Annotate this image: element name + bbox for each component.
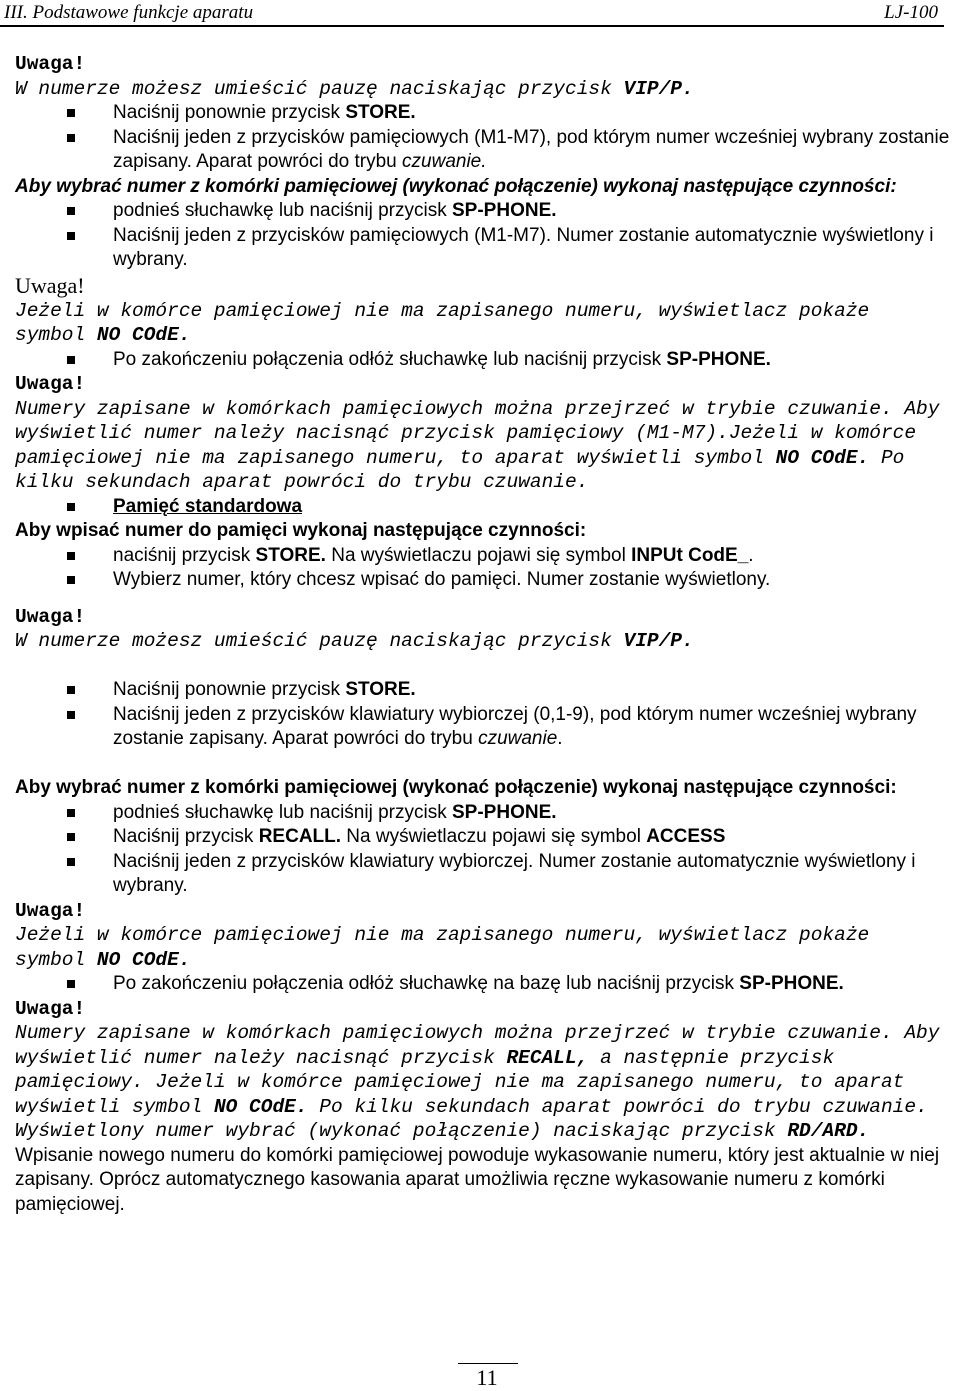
list-item: naciśnij przycisk STORE. Na wyświetlaczu pojawi się symbol INPUt CodE_.	[15, 544, 950, 569]
paragraph: Wpisanie nowego numeru do komórki pamięciowej powoduje wykasowanie numeru, który jest aktualnie w niej zapisany. Oprócz automatycznego kasowania aparat umożliwia ręczne wykasowanie numeru z komórki pamięciowej.	[15, 1144, 940, 1215]
note-heading: Uwaga!	[15, 272, 85, 298]
note-heading: Uwaga!	[15, 899, 86, 922]
square-bullet-icon	[67, 134, 75, 142]
note-heading: Uwaga!	[15, 605, 86, 628]
square-bullet-icon	[67, 711, 75, 719]
square-bullet-icon	[67, 232, 75, 240]
list-item: Po zakończeniu połączenia odłóż słuchawkę na bazę lub naciśnij przycisk SP-PHONE.	[15, 972, 950, 997]
note-heading: Uwaga!	[15, 373, 86, 395]
list-item: Naciśnij jeden z przycisków pamięciowych (M1-M7). Numer zostanie automatycznie wyświetlony i wybrany.	[15, 224, 950, 273]
note-heading: Uwaga!	[15, 53, 86, 75]
square-bullet-icon	[67, 552, 75, 560]
section-heading: Aby wybrać numer z komórki pamięciowej (wykonać połączenie) wykonaj następujące czynności:	[15, 175, 897, 197]
list-item: Naciśnij jeden z przycisków klawiatury wybiorczej. Numer zostanie automatycznie wyświetlony i wybrany.	[15, 850, 950, 899]
list-item: Naciśnij jeden z przycisków pamięciowych (M1-M7), pod którym numer wcześniej wybrany zostanie zapisany. Aparat powróci do trybu czuwanie.	[15, 126, 950, 175]
square-bullet-icon	[67, 207, 75, 215]
square-bullet-icon	[67, 109, 75, 117]
note-text: Jeżeli w komórce pamięciowej nie ma zapisanego numeru, wyświetlacz pokaże symbol NO COdE.	[15, 924, 870, 971]
square-bullet-icon	[67, 356, 75, 364]
page-header	[0, 0, 944, 24]
list-item: podnieś słuchawkę lub naciśnij przycisk SP-PHONE.	[15, 801, 950, 826]
note-text: Numery zapisane w komórkach pamięciowych można przejrzeć w trybie czuwanie. Aby wyświetlić numer należy nacisnąć przycisk RECALL, a następnie przycisk pamięciowy. Jeżeli w komórce pamięciowej nie ma zapisanego numeru, to aparat wyświetli symbol NO COdE. Po kilku sekundach aparat powróci do trybu czuwanie. Wyświetlony numer wybrać (wykonać połączenie) naciskając przycisk RD/ARD.	[15, 1022, 940, 1142]
list-item: Naciśnij ponownie przycisk STORE.	[15, 101, 950, 126]
page-number: 11	[476, 1365, 498, 1390]
note-text: Numery zapisane w komórkach pamięciowych można przejrzeć w trybie czuwanie. Aby wyświetlić numer należy nacisnąć przycisk pamięciowy (M1-M7).Jeżeli w komórce pamięciowej nie ma zapisanego numeru, to aparat wyświetli symbol NO COdE. Po kilku sekundach aparat powróci do trybu czuwanie.	[15, 397, 940, 493]
document-body	[15, 52, 950, 1217]
header-model-name: LJ-100	[884, 2, 938, 23]
note-text: Jeżeli w komórce pamięciowej nie ma zapisanego numeru, wyświetlacz pokaże symbol NO COdE.	[15, 299, 870, 346]
header-chapter-title: III. Podstawowe funkcje aparatu	[4, 2, 254, 23]
list-item: Naciśnij ponownie przycisk STORE.	[15, 678, 950, 703]
note-heading: Uwaga!	[15, 997, 86, 1020]
footer-rule	[458, 1363, 518, 1364]
list-item: Naciśnij przycisk RECALL. Na wyświetlaczu pojawi się symbol ACCESS	[15, 825, 950, 850]
square-bullet-icon	[67, 858, 75, 866]
square-bullet-icon	[67, 809, 75, 817]
square-bullet-icon	[67, 686, 75, 694]
section-heading: Aby wpisać numer do pamięci wykonaj następujące czynności:	[15, 520, 587, 541]
note-text: W numerze możesz umieścić pauzę naciskając przycisk VIP/P.	[15, 630, 694, 652]
header-rule	[0, 25, 944, 27]
square-bullet-icon	[67, 576, 75, 584]
section-heading: Aby wybrać numer z komórki pamięciowej (wykonać połączenie) wykonaj następujące czynności:	[15, 777, 897, 798]
list-item: Naciśnij jeden z przycisków klawiatury wybiorczej (0,1-9), pod którym numer wcześniej wybrany zostanie zapisany. Aparat powróci do trybu czuwanie.	[15, 703, 950, 752]
list-item: Pamięć standardowa	[15, 495, 950, 520]
list-item: Wybierz numer, który chcesz wpisać do pamięci. Numer zostanie wyświetlony.	[15, 568, 950, 593]
square-bullet-icon	[67, 833, 75, 841]
list-item: Po zakończeniu połączenia odłóż słuchawkę lub naciśnij przycisk SP-PHONE.	[15, 348, 950, 373]
list-item: podnieś słuchawkę lub naciśnij przycisk SP-PHONE.	[15, 199, 950, 224]
square-bullet-icon	[67, 503, 75, 511]
note-text: W numerze możesz umieścić pauzę naciskając przycisk VIP/P.	[15, 77, 694, 100]
square-bullet-icon	[67, 980, 75, 988]
